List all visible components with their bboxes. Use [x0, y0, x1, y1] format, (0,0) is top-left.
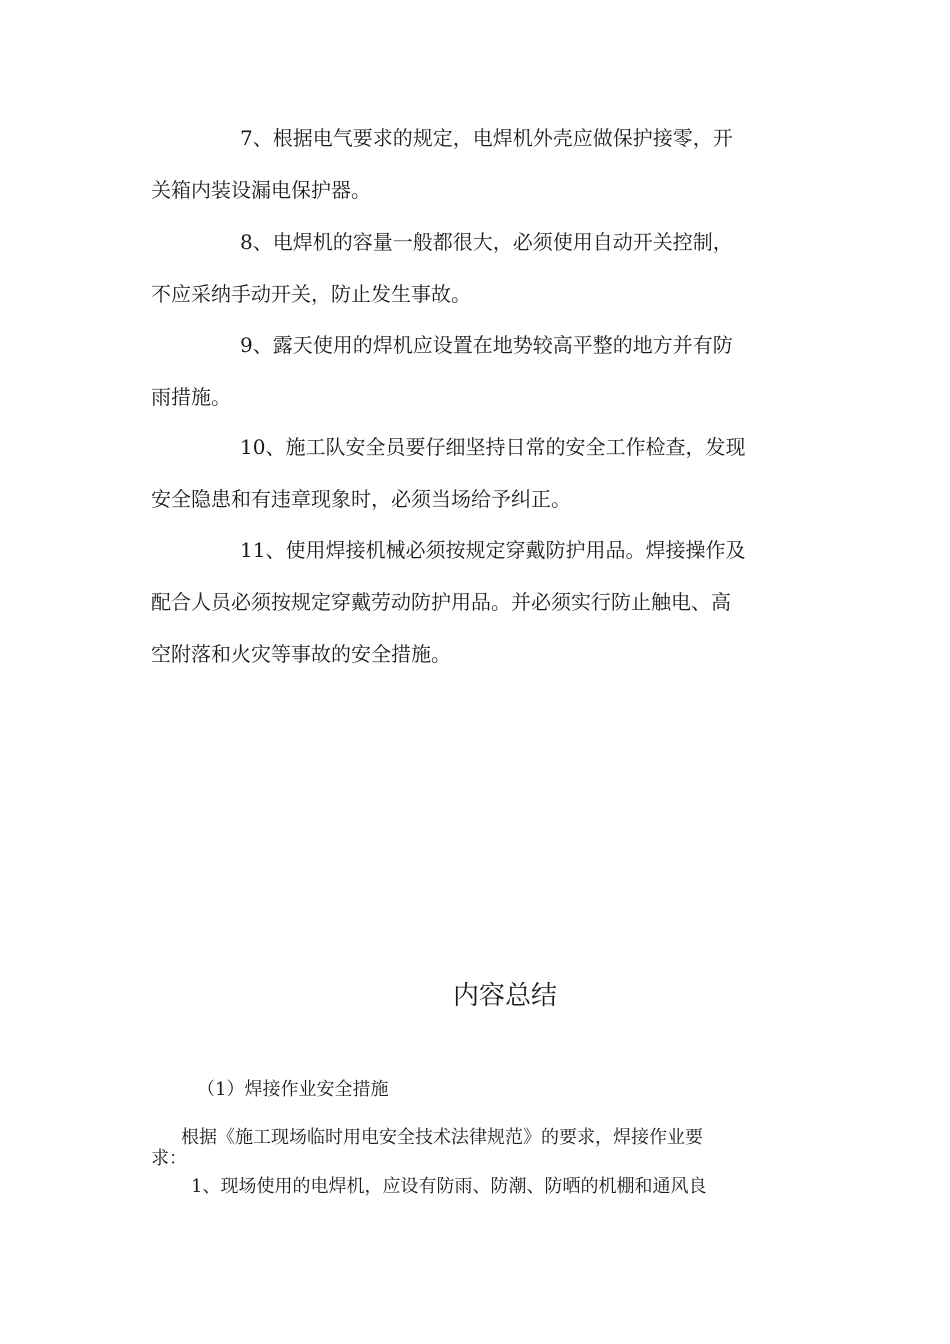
summary-title: 内容总结	[452, 981, 557, 1011]
paragraph-line: 不应采纳手动开关，防止发生事故。	[151, 282, 471, 306]
summary-item-1: 1、现场使用的电焊机，应设有防雨、防潮、防晒的机棚和通风良	[191, 1176, 707, 1197]
section-subheading: （1）焊接作业安全措施	[197, 1079, 389, 1100]
paragraph-8	[151, 216, 801, 320]
paragraph-10	[151, 421, 801, 525]
paragraph-line: 7、根据电气要求的规定，电焊机外壳应做保护接零，开	[240, 126, 733, 150]
paragraph-7	[151, 112, 801, 216]
paragraph-9	[151, 319, 801, 423]
summary-intro	[151, 1125, 801, 1169]
paragraph-line: 安全隐患和有违章现象时，必须当场给予纠正。	[151, 487, 571, 511]
paragraph-line: 11、使用焊接机械必须按规定穿戴防护用品。焊接操作及	[240, 538, 746, 562]
paragraph-11	[151, 524, 801, 680]
paragraph-line: 8、电焊机的容量一般都很大，必须使用自动开关控制，	[240, 230, 733, 254]
paragraph-line: 关箱内装设漏电保护器。	[151, 178, 371, 202]
paragraph-line: 空附落和火灾等事故的安全措施。	[151, 642, 451, 666]
paragraph-line: 雨措施。	[151, 385, 231, 409]
intro-line: 求：	[151, 1148, 187, 1169]
paragraph-line: 配合人员必须按规定穿戴劳动防护用品。并必须实行防止触电、高	[151, 590, 731, 614]
intro-line: 根据《施工现场临时用电安全技术法律规范》的要求，焊接作业要	[181, 1127, 703, 1148]
paragraph-line: 9、露天使用的焊机应设置在地势较高平整的地方并有防	[240, 333, 733, 357]
paragraph-line: 10、施工队安全员要仔细坚持日常的安全工作检查，发现	[240, 435, 746, 459]
